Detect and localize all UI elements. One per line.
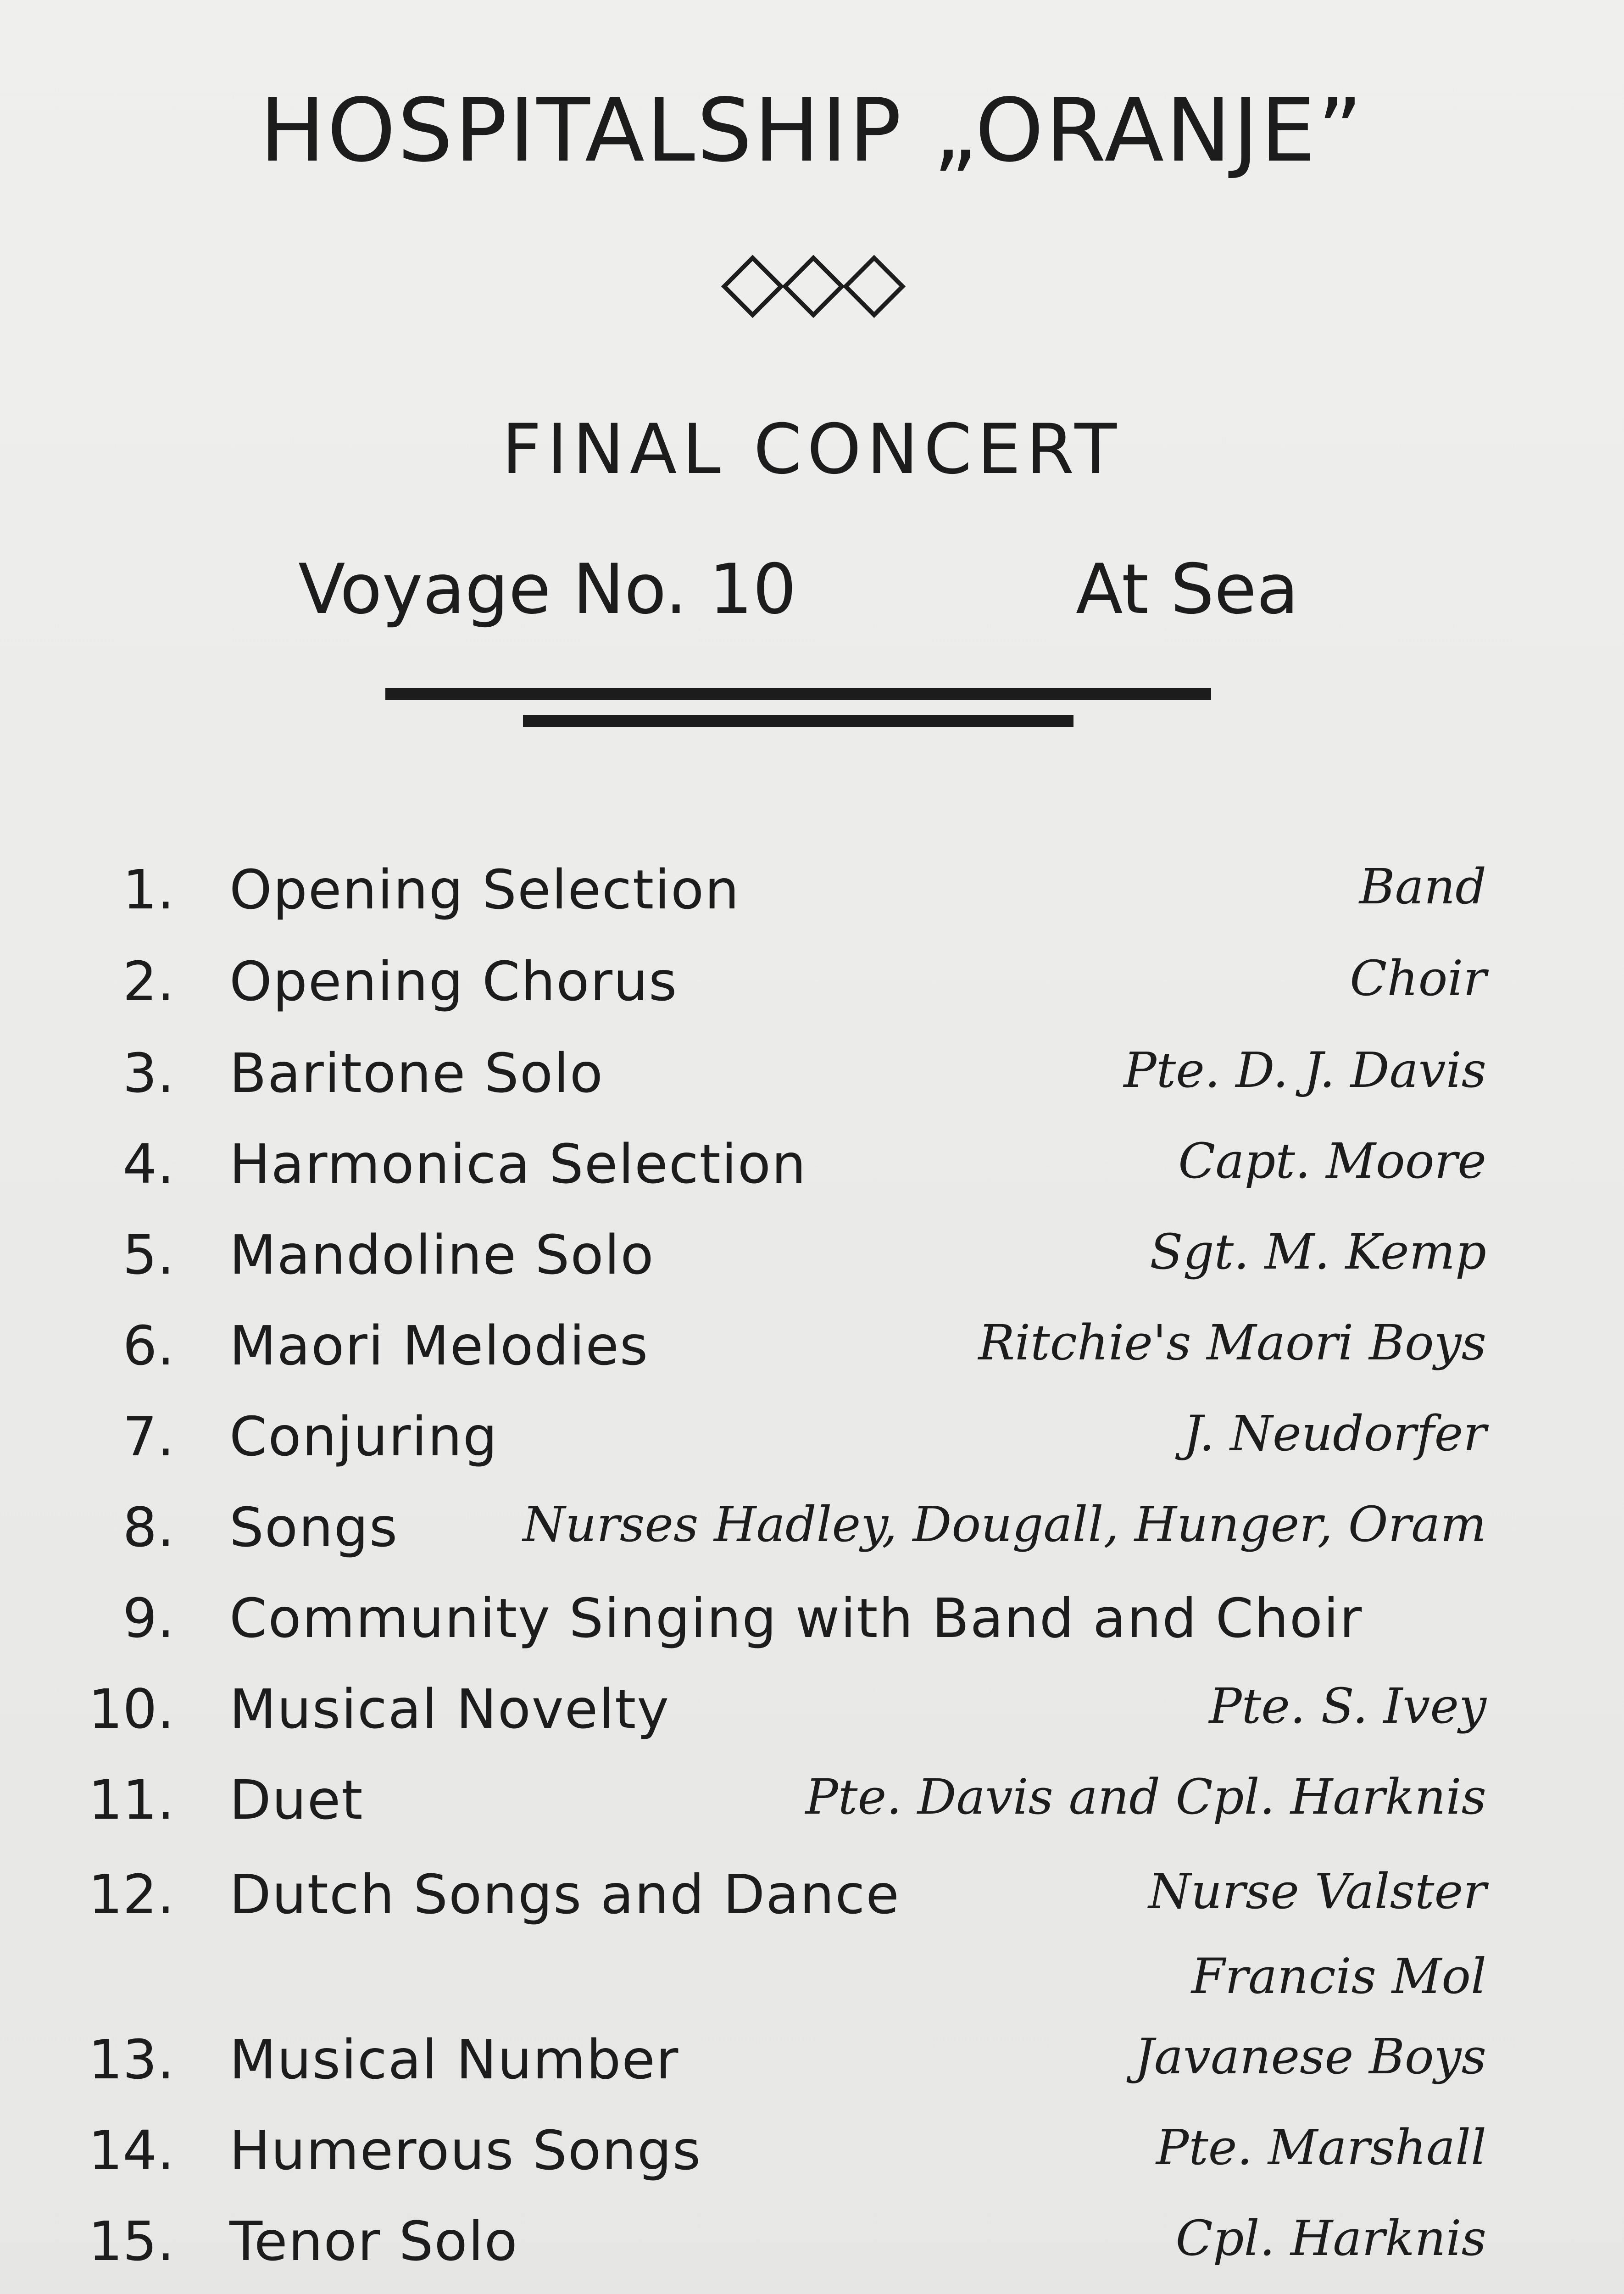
item-performer: Ritchie's Maori Boys — [978, 1314, 1486, 1371]
item-performer: Capt. Moore — [1178, 1133, 1486, 1189]
item-performer: Pte. Marshall — [1156, 2119, 1486, 2176]
item-performer: Sgt. M. Kemp — [1150, 1224, 1486, 1280]
program-item — [0, 1768, 1624, 1855]
item-piece: Mandoline Solo — [229, 1223, 655, 1286]
item-performer: Choir — [1350, 950, 1486, 1007]
item-number: 5. — [122, 1223, 174, 1286]
item-number: 6. — [122, 1314, 174, 1377]
diamond-ornament-icon: ◇◇◇ — [721, 232, 903, 328]
program-item — [0, 1041, 1624, 1129]
item-piece: Maori Melodies — [229, 1314, 649, 1377]
program-item — [0, 1405, 1624, 1492]
item-performer: Cpl. Harknis — [1175, 2210, 1486, 2266]
item-piece: Community Singing with Band and Choir — [229, 1587, 1363, 1650]
location-label: At Sea — [1076, 550, 1299, 629]
item-piece: Musical Number — [229, 2028, 679, 2091]
program-item — [0, 2119, 1624, 2206]
item-number: 3. — [122, 1041, 174, 1105]
item-performer: Pte. S. Ivey — [1209, 1678, 1486, 1734]
item-number: 11. — [88, 1768, 174, 1832]
program-item — [0, 2028, 1624, 2115]
item-number: 14. — [88, 2119, 174, 2182]
item-performer: Nurse Valster — [1148, 1863, 1486, 1920]
item-performer: Pte. Davis and Cpl. Harknis — [805, 1769, 1486, 1825]
item-performer-second-line: Francis Mol — [1191, 1948, 1486, 2004]
item-number: 10. — [88, 1677, 174, 1741]
program-item — [0, 1677, 1624, 1765]
item-piece: Opening Chorus — [229, 950, 678, 1013]
item-number: 7. — [122, 1405, 174, 1468]
item-piece: Songs — [229, 1496, 399, 1559]
program-item — [0, 2210, 1624, 2294]
item-piece: Musical Novelty — [229, 1677, 670, 1741]
item-number: 2. — [122, 950, 174, 1013]
program-item — [0, 1863, 1624, 2023]
item-number: 15. — [88, 2210, 174, 2273]
item-number: 4. — [122, 1132, 174, 1196]
item-number: 1. — [122, 858, 174, 921]
program-item — [0, 1223, 1624, 1310]
concert-subtitle: FINAL CONCERT — [501, 410, 1123, 490]
item-performer: J. Neudorfer — [1183, 1405, 1486, 1462]
item-performer: Javanese Boys — [1135, 2028, 1486, 2085]
item-piece: Dutch Songs and Dance — [229, 1863, 900, 1926]
program-item — [0, 1314, 1624, 1401]
item-number: 9. — [122, 1587, 174, 1650]
program-item — [0, 1132, 1624, 1219]
item-number: 13. — [88, 2028, 174, 2091]
item-piece: Opening Selection — [229, 858, 740, 921]
page-title: HOSPITALSHIP „ORANJE” — [260, 80, 1364, 181]
program-item — [0, 1587, 1624, 1674]
item-piece: Conjuring — [229, 1405, 498, 1468]
item-number: 12. — [88, 1863, 174, 1926]
program-item — [0, 950, 1624, 1037]
voyage-number: Voyage No. 10 — [298, 550, 797, 629]
item-performer: Nurses Hadley, Dougall, Hunger, Oram — [523, 1496, 1486, 1553]
item-piece: Baritone Solo — [229, 1041, 604, 1105]
program-item — [0, 858, 1624, 945]
item-piece: Humerous Songs — [229, 2119, 702, 2182]
program-item — [0, 1496, 1624, 1583]
item-number: 8. — [122, 1496, 174, 1559]
item-performer: Pte. D. J. Davis — [1123, 1042, 1486, 1098]
item-piece: Duet — [229, 1768, 364, 1832]
item-piece: Harmonica Selection — [229, 1132, 807, 1196]
item-performer: Band — [1359, 858, 1486, 915]
item-piece: Tenor Solo — [229, 2210, 518, 2273]
